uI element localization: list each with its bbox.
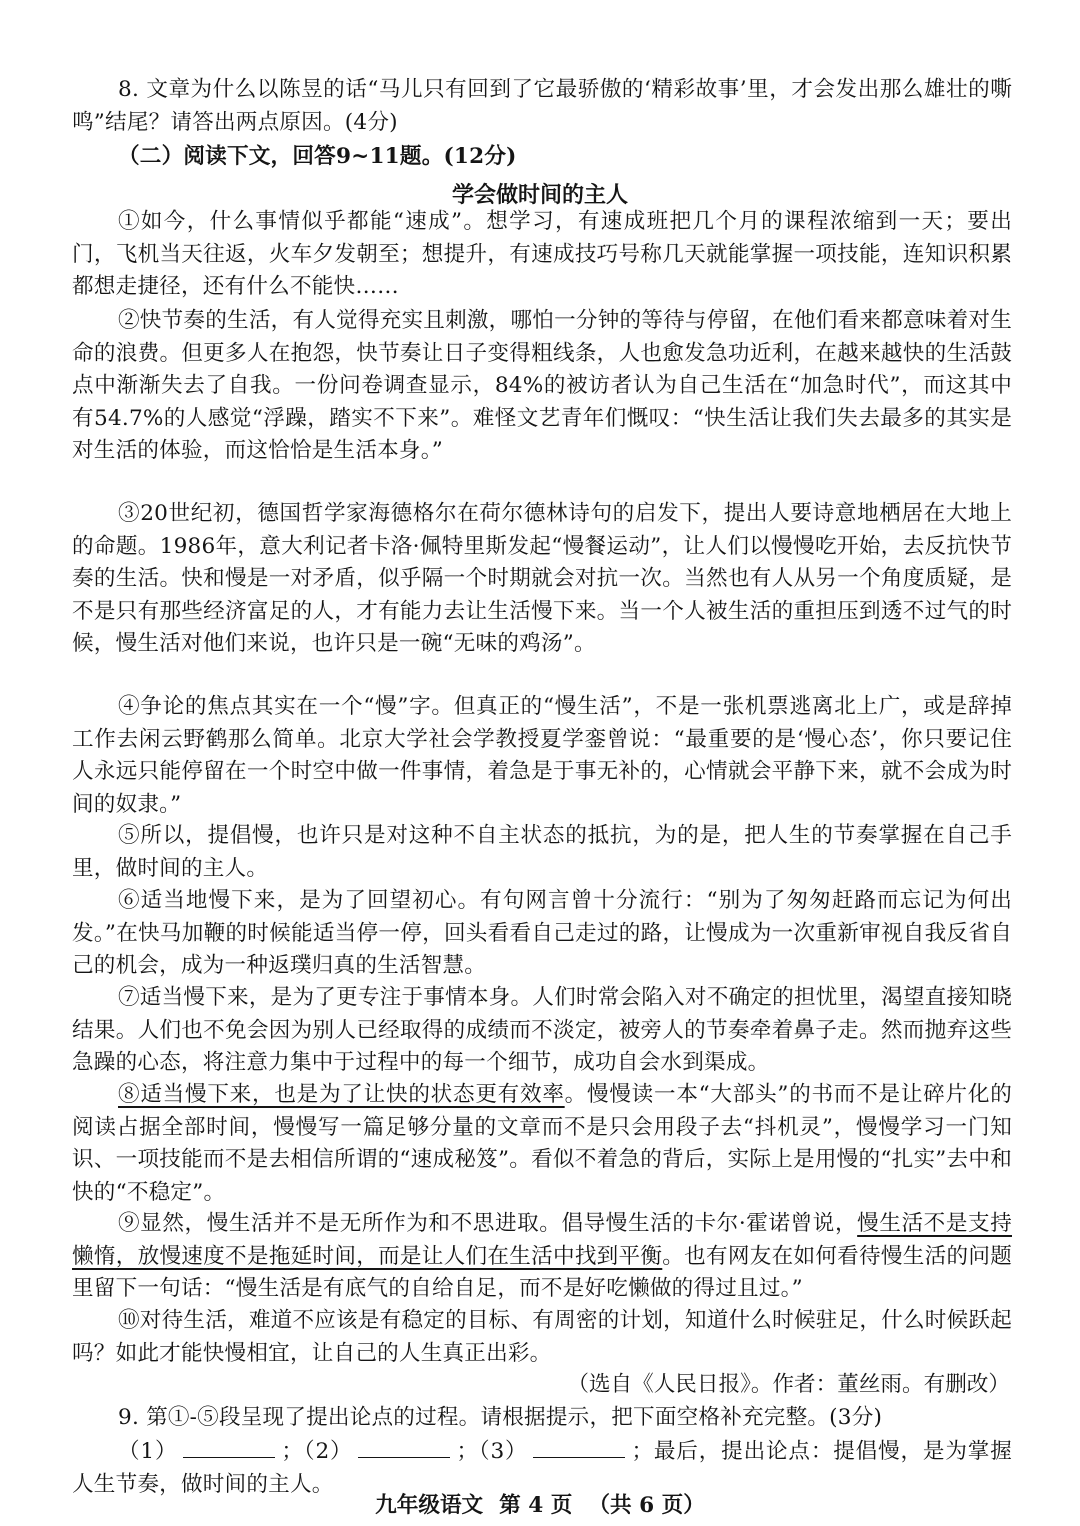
paragraph-4: ④争论的焦点其实在一个“慢”字。但真正的“慢生活”，不是一张机票逃离北上广，或是辞掉工作去闲云野鹤那么简单。北京大学社会学教授夏学銮曾说：“最重要的是‘慢心态’，你只要记住人永远只能停留在一个时空中做一件事情，着急是于事无补的，心情就会平静下来，就不会成为时间的奴隶。” xyxy=(72,694,1012,817)
paragraph-8-text: 。慢慢读一本“大部头”的书而不是让碎片化的阅读占据全部时间，慢慢写一篇足够分量的文章而不是只会用段子去“抖机灵”，慢慢学习一门知识、一项技能而不是去相信所谓的“速成秘笈”。看似不着急的背后，实际上是用慢的“扎实”去中和快的“不稳定”。 xyxy=(72,1082,1012,1205)
blank-1-label: （1） xyxy=(118,1439,178,1464)
paragraph-9-text-end: 。也有网友在如何看待慢生活的问题里留下一句话：“慢生活是有底气的自给自足，而不是好吃懒做的得过且过。” xyxy=(72,1243,1013,1301)
question-8: 8. 文章为什么以陈昱的话“马儿只有回到了它最骄傲的‘精彩故事’里，才会发出那么雄壮的嘶鸣”结尾？请答出两点原因。(4分) xyxy=(72,77,1012,135)
answer-blank-3[interactable] xyxy=(533,1437,625,1458)
section-heading: （二）阅读下文，回答9~11题。(12分) xyxy=(118,144,517,169)
paragraph-8-underlined-sentence: ⑧适当慢下来，也是为了让快的状态更有效率 xyxy=(118,1082,565,1107)
footer-subject: 九年级语文 xyxy=(375,1493,484,1518)
question-9-ending: ；最后，提出论点：提倡慢，是为掌握人生节奏，做时间的主人。 xyxy=(72,1439,1012,1497)
paragraph-9-text-start: ⑨显然，慢生活并不是无所作为和不思进取。倡导慢生活的卡尔·霍诺曾说， xyxy=(118,1211,858,1236)
article-source: （选自《人民日报》。作者：董丝雨。有删改） xyxy=(567,1372,1010,1397)
answer-blank-1[interactable] xyxy=(183,1437,275,1458)
paragraph-7: ⑦适当慢下来，是为了更专注于事情本身。人们时常会陷入对不确定的担忧里，渴望直接知晓结果。人们也不免会因为别人已经取得的成绩而不淡定，被旁人的节奏牵着鼻子走。然而抛弃这些急躁的心态，将注意力集中于过程中的每一个细节，成功自会水到渠成。 xyxy=(72,985,1012,1075)
paragraph-8 xyxy=(72,1079,1012,1209)
paragraph-9 xyxy=(72,1208,1012,1306)
question-9-stem: 9. 第①-⑤段呈现了提出论点的过程。请根据提示，把下面空格补充完整。(3分) xyxy=(118,1405,883,1430)
article-title: 学会做时间的主人 xyxy=(451,183,628,208)
paragraph-2: ②快节奏的生活，有人觉得充实且刺激，哪怕一分钟的等待与停留，在他们看来都意味着对生命的浪费。但更多人在抱怨，快节奏让日子变得粗线条，人也愈发急功近利，在越来越快的生活鼓点中渐渐失去了自我。一份问卷调查显示，84%的被访者认为自己生活在“加急时代”，而这其中有54.7%的人感觉“浮躁，踏实不下来”。难怪文艺青年们慨叹：“快生活让我们失去最多的其实是对生活的体验，而这恰恰是生活本身。” xyxy=(72,308,1012,463)
paragraph-6: ⑥适当地慢下来，是为了回望初心。有句网言曾十分流行：“别为了匆匆赶路而忘记为何出发。”在快马加鞭的时候能适当停一停，回头看看自己走过的路，让慢成为一次重新审视自我反省自己的机会，成为一种返璞归真的生活智慧。 xyxy=(72,888,1012,978)
blank-3-label: ；（3） xyxy=(456,1439,528,1464)
paragraph-5: ⑤所以，提倡慢，也许只是对这种不自主状态的抵抗，为的是，把人生的节奏掌握在自己手里，做时间的主人。 xyxy=(72,823,1012,881)
paragraph-1: ①如今，什么事情似乎都能“速成”。想学习，有速成班把几个月的课程浓缩到一天；要出门，飞机当天往返，火车夕发朝至；想提升，有速成技巧号称几天就能掌握一项技能，连知识积累都想走捷径，还有什么不能快…… xyxy=(72,209,1012,299)
paragraph-9-underlined-sentence: 慢生活不是支持懒惰，放慢速度不是拖延时间，而是让人们在生活中找到平衡 xyxy=(72,1211,1012,1269)
footer-page-number: 第 4 页 xyxy=(499,1493,573,1518)
footer-total-pages: （共 6 页） xyxy=(588,1493,705,1518)
paragraph-3: ③20世纪初，德国哲学家海德格尔在荷尔德林诗句的启发下，提出人要诗意地栖居在大地上的命题。1986年，意大利记者卡洛·佩特里斯发起“慢餐运动”，让人们以慢慢吃开始，去反抗快节奏的生活。快和慢是一对矛盾，似乎隔一个时期就会对抗一次。当然也有人从另一个角度质疑，是不是只有那些经济富足的人，才有能力去让生活慢下来。当一个人被生活的重担压到透不过气的时候，慢生活对他们来说，也许只是一碗“无味的鸡汤”。 xyxy=(72,501,1012,656)
answer-blank-2[interactable] xyxy=(358,1437,450,1458)
page-footer xyxy=(0,1488,1080,1519)
blank-2-label: ；（2） xyxy=(281,1439,353,1464)
paragraph-10: ⑩对待生活，难道不应该是有稳定的目标、有周密的计划，知道什么时候驻足，什么时候跃起吗？如此才能快慢相宜，让自己的人生真正出彩。 xyxy=(72,1308,1012,1366)
